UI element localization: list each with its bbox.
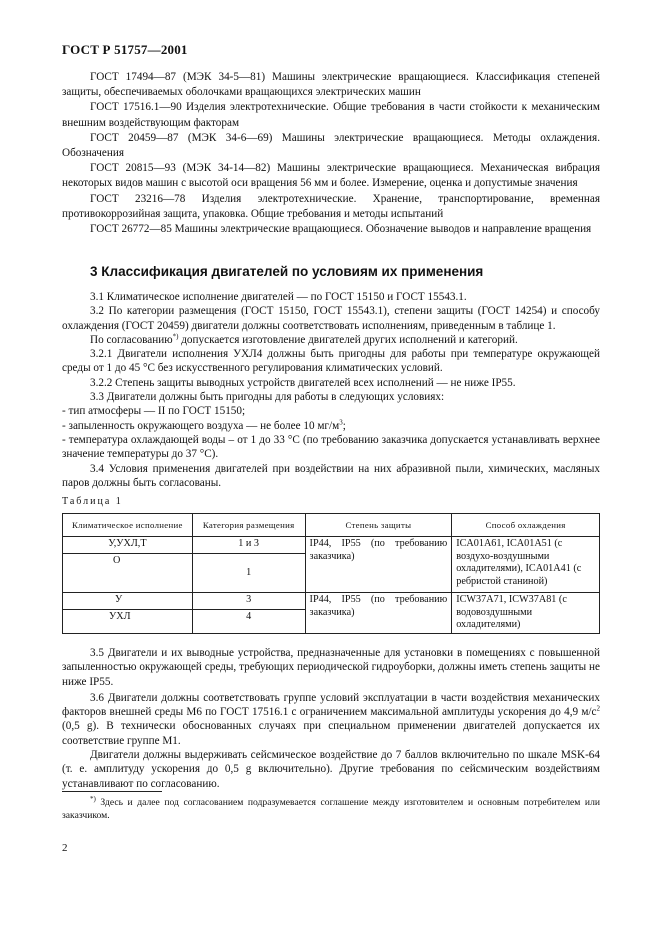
clause-3-4: 3.4 Условия применения двигателей при воздействии на них абразивной пыли, химических, масляных паров должны быть согласованы.	[62, 462, 600, 489]
cell-category: 1	[192, 554, 305, 593]
cell-climate: У	[63, 593, 193, 610]
section-body	[62, 290, 600, 490]
header-category: Категория размещения	[192, 514, 305, 537]
clause-3-2-2: 3.2.2 Степень защиты выводных устройств двигателей всех исполнений — не ниже IP55.	[90, 376, 516, 389]
reference-item: ГОСТ 17516.1—90 Изделия электротехнические. Общие требования в части стойкости к механическим внешним воздействующим факторам	[62, 101, 600, 129]
cell-climate: У,УХЛ,Т	[63, 537, 193, 554]
clause-3-5: 3.5 Двигатели и их выводные устройства, предназначенные для установки в помещениях с повышенной запыленностью окружающей среды, требующих периодической гидроуборки, должны иметь степень защиты не ниже IP55.	[62, 647, 600, 688]
condition-atmosphere: - тип атмосферы — II по ГОСТ 15150;	[62, 405, 246, 418]
footnote-divider	[62, 791, 162, 792]
seismic-paragraph: Двигатели должны выдерживать сейсмическое воздействие до 7 баллов включительно по шкале MSK-64 (т. е. амплитуду ускорения до 0,5 g включительно). Другие требования по сейсмическим воздействиям устанавливают по согласованию.	[62, 749, 600, 790]
table-caption: Таблица 1	[62, 496, 123, 507]
header-climate: Климатическое исполнение	[63, 514, 193, 537]
clause-3-2: 3.2 По категории размещения (ГОСТ 15150, ГОСТ 15543.1), степени защиты (ГОСТ 14254) и способу охлаждения (ГОСТ 20459) двигатели должны соответствовать исполнениям, приведенным в таблице 1.	[62, 305, 600, 332]
header-protection: Степень защиты	[305, 514, 452, 537]
reference-item: ГОСТ 17494—87 (МЭК 34-5—81) Машины электрические вращающиеся. Классификация степеней защиты, обеспечиваемых оболочками вращающихся электрических машин	[62, 71, 600, 99]
reference-item: ГОСТ 20459—87 (МЭК 34-6—69) Машины электрические вращающиеся. Методы охлаждения. Обозначения	[62, 131, 600, 160]
unit-exponent: 2	[596, 704, 600, 713]
cell-climate: О	[63, 554, 193, 593]
header-cooling: Способ охлаждения	[452, 514, 600, 537]
dust-text-end: ;	[342, 419, 346, 432]
dust-text: - запыленность окружающего воздуха — не более 10 мг/м	[62, 419, 340, 432]
footnote-marker: *)	[172, 332, 179, 341]
agreement-paragraph	[62, 333, 600, 347]
cell-protection: IP44, IP55 (по требованию заказчика)	[305, 537, 452, 593]
unit-exponent: 3	[339, 417, 343, 426]
condition-water-temperature: - температура охлаждающей воды – от 1 до 33 °С (по требованию заказчика допускается устанавливать верхнее значение температуры до 37 °С).	[62, 433, 600, 461]
footnote	[62, 794, 600, 822]
clause-3-6-text-rest: (0,5 g). В технически обоснованных случаях при специальном применении двигателей допускается их соответствие группе М1.	[62, 720, 600, 747]
reference-item: ГОСТ 23216—78 Изделия электротехнические. Хранение, транспортирование, временная противокоррозийная защита, упаковка. Общие требования и методы испытаний	[62, 192, 600, 220]
table-header-row	[63, 514, 600, 537]
cell-protection: IP44, IP55 (по требованию заказчика)	[305, 593, 452, 634]
cell-category: 1 и 3	[192, 537, 305, 554]
footnote-marker: *)	[90, 794, 96, 803]
table-row	[63, 537, 600, 554]
cell-cooling: ICA01A61, ICA01A51 (с воздухо-воздушными охладителями), ICA01A41 (с ребристой станиной)	[452, 537, 600, 593]
condition-dust	[62, 419, 600, 433]
cell-category: 3	[192, 593, 305, 610]
section-title: 3 Классификация двигателей по условиям их применения	[90, 264, 484, 279]
page-number: 2	[62, 842, 68, 854]
clause-3-1: 3.1 Климатическое исполнение двигателей — по ГОСТ 15150 и ГОСТ 15543.1.	[90, 291, 467, 303]
page-header: ГОСТ Р 51757—2001	[62, 42, 188, 57]
clause-3-2-1: 3.2.1 Двигатели исполнения УХЛ4 должны быть пригодны для работы при температуре окружающей среды от 1 до 45 °С без искусственного регулирования климатических условий.	[62, 348, 600, 375]
clause-3-6	[62, 691, 600, 748]
section-body-continued	[62, 646, 600, 791]
table-row	[63, 593, 600, 610]
clause-3-3: 3.3 Двигатели должны быть пригодны для работы в следующих условиях:	[90, 391, 445, 404]
clause-3-6-text: 3.6 Двигатели должны соответствовать группе условий эксплуатации в части воздействия механических факторов внешней среды М6 по ГОСТ 17516.1 с ограничением максимальной амплитуды ускорения до 4,9 м/с	[62, 691, 600, 719]
cell-cooling: ICW37A71, ICW37A81 (с водовоздушными охладителями)	[452, 593, 600, 634]
table-1	[62, 513, 600, 634]
cell-category: 4	[192, 610, 305, 633]
reference-item: ГОСТ 26772—85 Машины электрические вращающиеся. Обозначение выводов и направление вращения	[90, 223, 592, 236]
agreement-text-rest: допускается изготовление двигателей других исполнений и категорий.	[178, 333, 518, 346]
cell-climate: УХЛ	[63, 610, 193, 633]
normative-references	[62, 70, 600, 237]
agreement-text: По согласованию	[90, 333, 173, 346]
reference-item: ГОСТ 20815—93 (МЭК 34-14—82) Машины электрические вращающиеся. Механическая вибрация некоторых видов машин с высотой оси вращения 56 мм и более. Измерение, оценка и допустимые значения	[62, 162, 600, 190]
footnote-text: Здесь и далее под согласованием подразумевается соглашение между изготовителем и основным потребителем или заказчиком.	[62, 797, 600, 821]
